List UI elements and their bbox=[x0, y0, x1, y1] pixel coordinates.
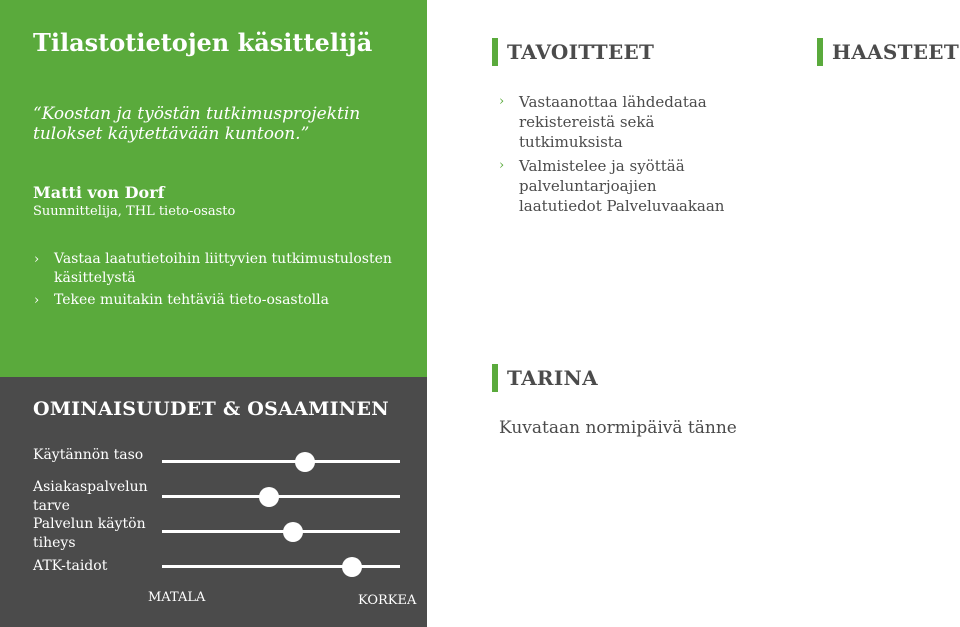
slider-track bbox=[162, 495, 400, 498]
list-item: › Vastaa laatutietoihin liittyvien tutkimustulosten käsittelystä bbox=[34, 251, 392, 286]
scale-low-label: MATALA bbox=[148, 590, 206, 605]
skill-slider[interactable] bbox=[162, 522, 400, 542]
slider-track bbox=[162, 565, 400, 568]
persona-name: Matti von Dorf bbox=[33, 183, 165, 202]
section-marker bbox=[817, 38, 823, 66]
skills-title: OMINAISUUDET & OSAAMINEN bbox=[33, 398, 389, 420]
chevron-right-icon: › bbox=[34, 293, 40, 308]
story-heading: TARINA bbox=[492, 364, 598, 392]
page-title: Tilastotietojen käsittelijä bbox=[33, 28, 373, 57]
slider-knob[interactable] bbox=[283, 522, 303, 542]
list-item: › Vastaanottaa lähdedataa rekistereistä sekä tutkimuksista bbox=[499, 93, 707, 151]
chevron-right-icon: › bbox=[34, 252, 40, 267]
responsibility-list bbox=[34, 250, 404, 313]
skill-slider[interactable] bbox=[162, 557, 400, 577]
slider-track bbox=[162, 530, 400, 533]
story-text: Kuvataan normipäivä tänne bbox=[499, 418, 737, 438]
goals-heading: TAVOITTEET bbox=[492, 38, 654, 66]
skill-label: Palvelun käytön tiheys bbox=[33, 516, 146, 551]
persona-role: Suunnittelija, THL tieto-osasto bbox=[33, 204, 236, 219]
slider-knob[interactable] bbox=[295, 452, 315, 472]
challenges-heading: HAASTEET bbox=[817, 38, 959, 66]
goals-list bbox=[499, 92, 739, 220]
skill-label: Käytännön taso bbox=[33, 447, 144, 463]
section-marker bbox=[492, 38, 498, 66]
skill-label: Asiakaspalvelun tarve bbox=[33, 479, 148, 514]
skill-slider[interactable] bbox=[162, 487, 400, 507]
persona-quote: “Koostan ja työstän tutkimusprojektin tulokset käytettävään kuntoon.” bbox=[33, 104, 361, 144]
slider-knob[interactable] bbox=[342, 557, 362, 577]
list-item: › Valmistelee ja syöttää palveluntarjoajien laatutiedot Palveluvaakaan bbox=[499, 157, 725, 215]
slider-track bbox=[162, 460, 400, 463]
skill-label: ATK-taidot bbox=[33, 558, 108, 574]
section-marker bbox=[492, 364, 498, 392]
skill-slider[interactable] bbox=[162, 452, 400, 472]
chevron-right-icon: › bbox=[499, 94, 505, 109]
slider-knob[interactable] bbox=[259, 487, 279, 507]
chevron-right-icon: › bbox=[499, 158, 505, 173]
scale-high-label: KORKEA bbox=[358, 593, 417, 608]
list-item: › Tekee muitakin tehtäviä tieto-osastolla bbox=[34, 292, 329, 308]
